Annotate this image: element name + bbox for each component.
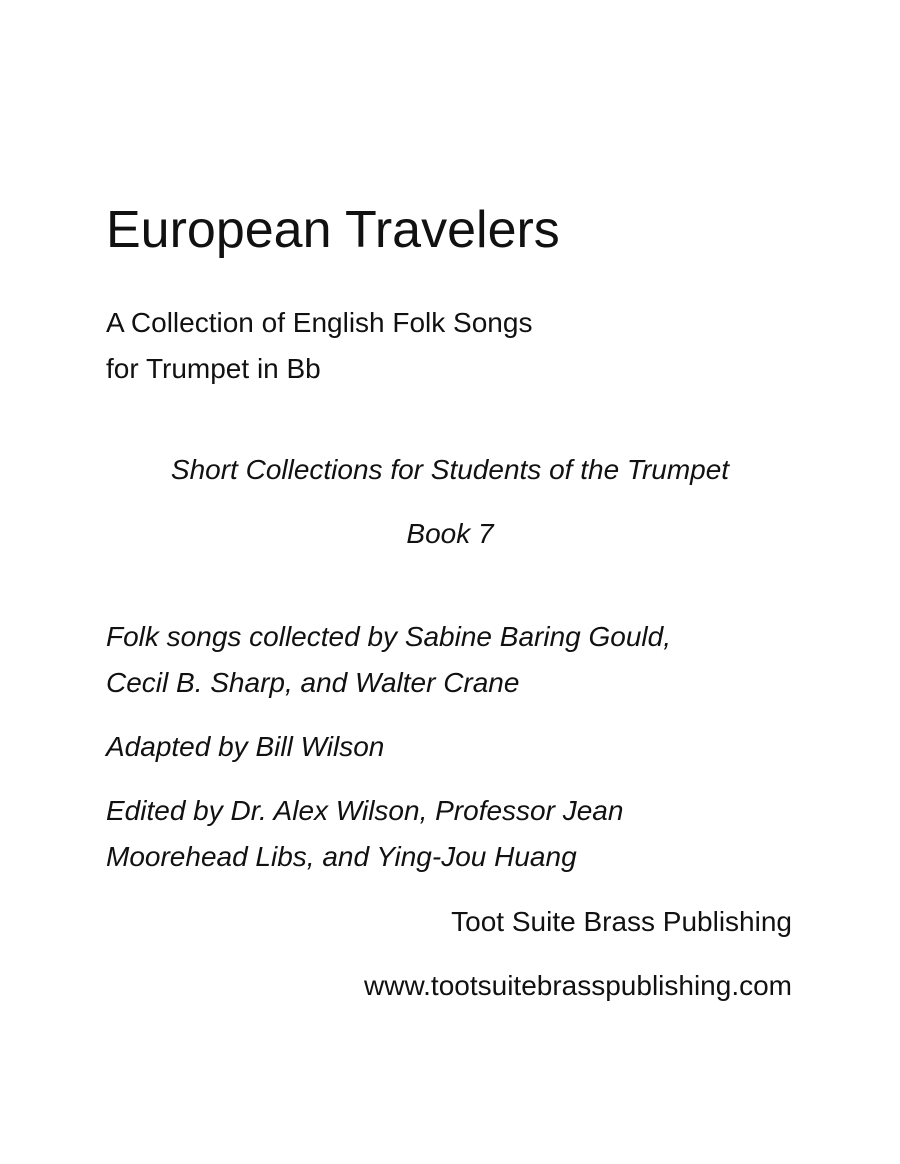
publisher-website: www.tootsuitebrasspublishing.com — [364, 970, 792, 1001]
adapted-by-line: Adapted by Bill Wilson — [106, 731, 385, 762]
edited-by-line-2: Moorehead Libs, and Ying-Jou Huang — [106, 841, 577, 872]
series-name: Short Collections for Students of the Trumpet — [170, 454, 730, 485]
subtitle-line-2: for Trumpet in Bb — [106, 353, 321, 384]
series-block — [0, 448, 900, 556]
book-number: Book 7 — [406, 518, 494, 549]
collection-subtitle — [106, 300, 532, 392]
adapted-by — [106, 724, 671, 770]
edited-by — [106, 788, 671, 880]
publisher-block — [364, 900, 792, 1008]
collected-by-line-1: Folk songs collected by Sabine Baring Gould, — [106, 621, 671, 652]
page-title: European Travelers — [106, 201, 560, 259]
subtitle-line-1: A Collection of English Folk Songs — [106, 307, 533, 338]
publisher-name: Toot Suite Brass Publishing — [451, 906, 792, 937]
collected-by-line-2: Cecil B. Sharp, and Walter Crane — [106, 667, 520, 698]
collected-by — [106, 614, 671, 706]
edited-by-line-1: Edited by Dr. Alex Wilson, Professor Jean — [106, 795, 624, 826]
credits-block — [106, 614, 671, 898]
